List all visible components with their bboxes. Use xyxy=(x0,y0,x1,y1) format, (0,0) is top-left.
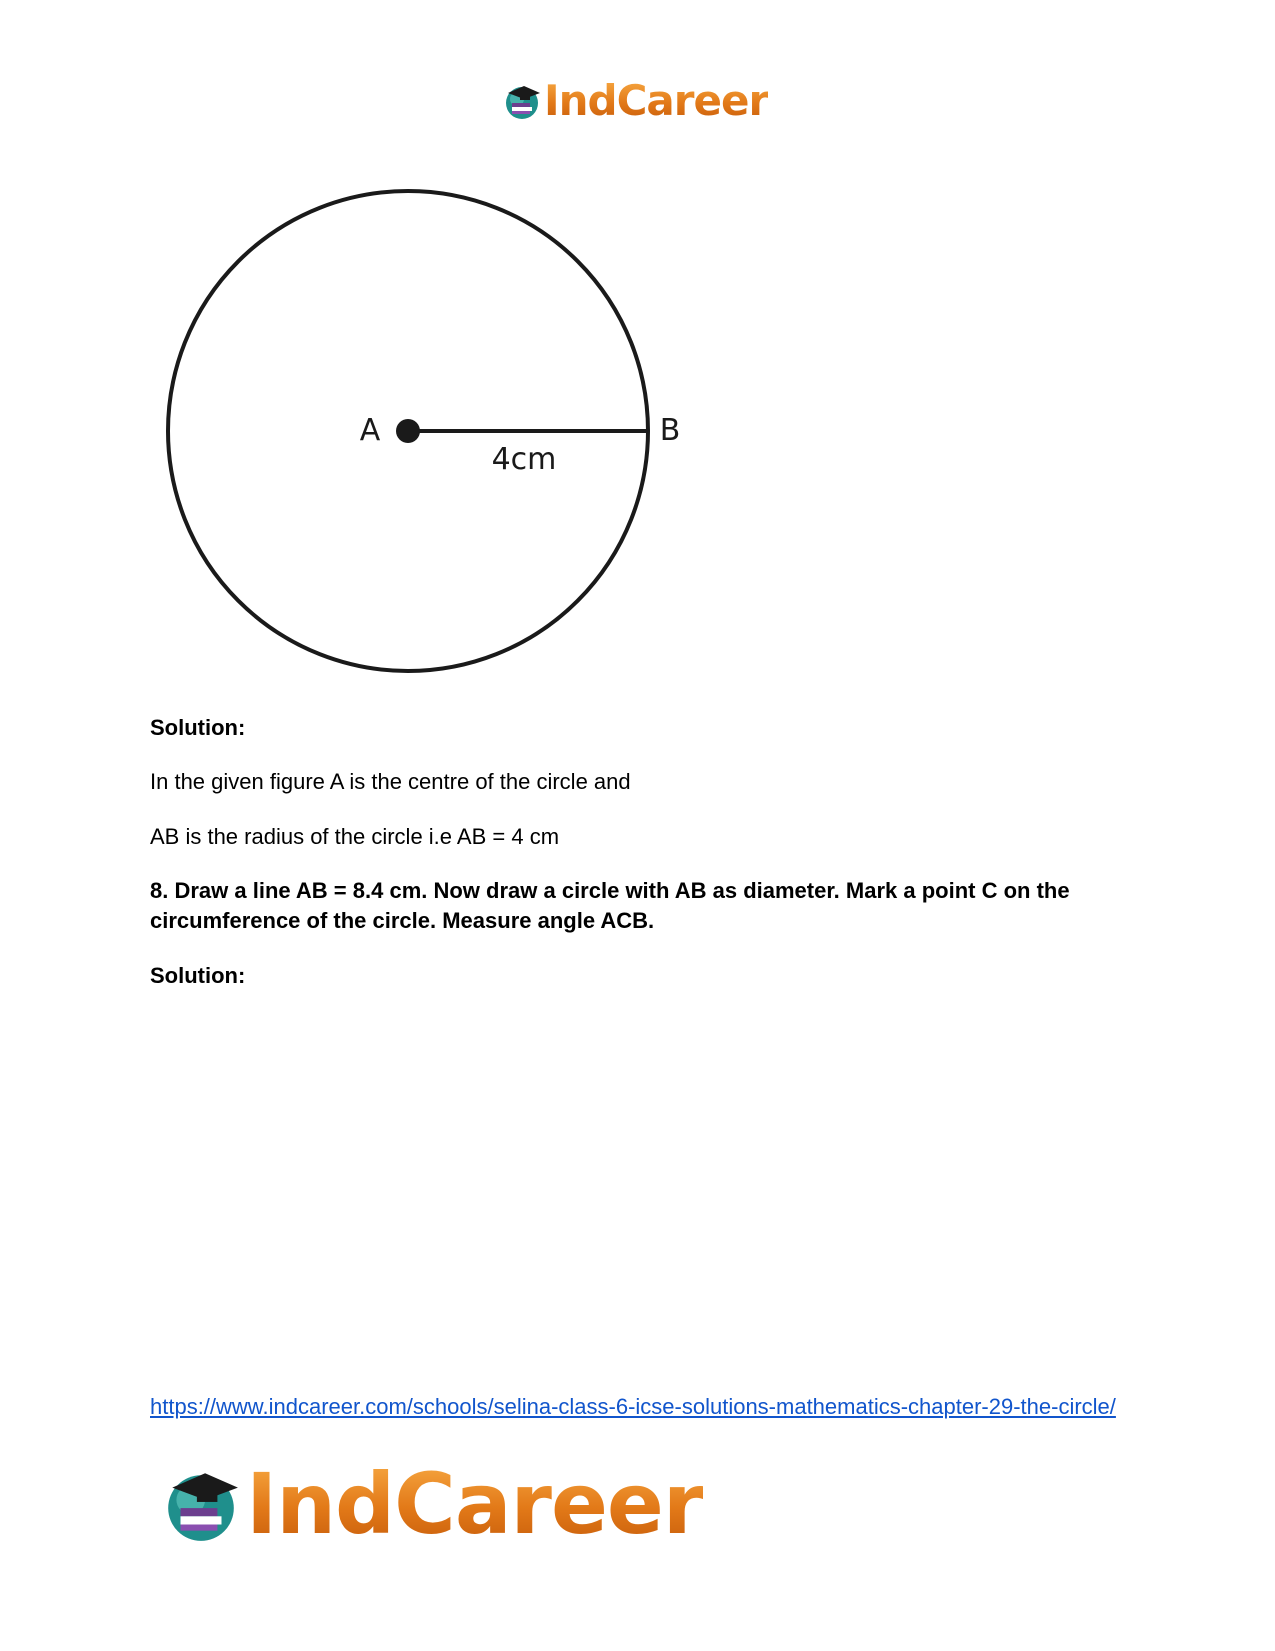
solution-heading-2: Solution: xyxy=(150,963,246,988)
solution-line-1: In the given figure A is the centre of the circle and xyxy=(150,769,631,794)
source-link[interactable]: https://www.indcareer.com/schools/selina-class-6-icse-solutions-mathematics-chapter-29-the-circle/ xyxy=(150,1394,1116,1419)
label-a: A xyxy=(359,413,381,448)
graduation-globe-icon xyxy=(502,81,542,121)
radius-label: 4cm xyxy=(491,442,557,477)
graduation-globe-icon xyxy=(160,1463,242,1545)
footer-logo xyxy=(160,1455,704,1553)
circle-figure xyxy=(150,175,710,675)
solution-heading: Solution: xyxy=(150,715,246,740)
logo-wordmark: IndCareer xyxy=(246,1455,704,1553)
label-b: B xyxy=(659,413,681,448)
center-point-a xyxy=(396,419,420,443)
header-logo xyxy=(502,76,769,125)
logo-wordmark: IndCareer xyxy=(544,76,769,125)
question-8: 8. Draw a line AB = 8.4 cm. Now draw a circle with AB as diameter. Mark a point C on the circumference of the circle. Measure angle ACB. xyxy=(150,878,1070,933)
solution-line-2: AB is the radius of the circle i.e AB = 4 cm xyxy=(150,824,560,849)
